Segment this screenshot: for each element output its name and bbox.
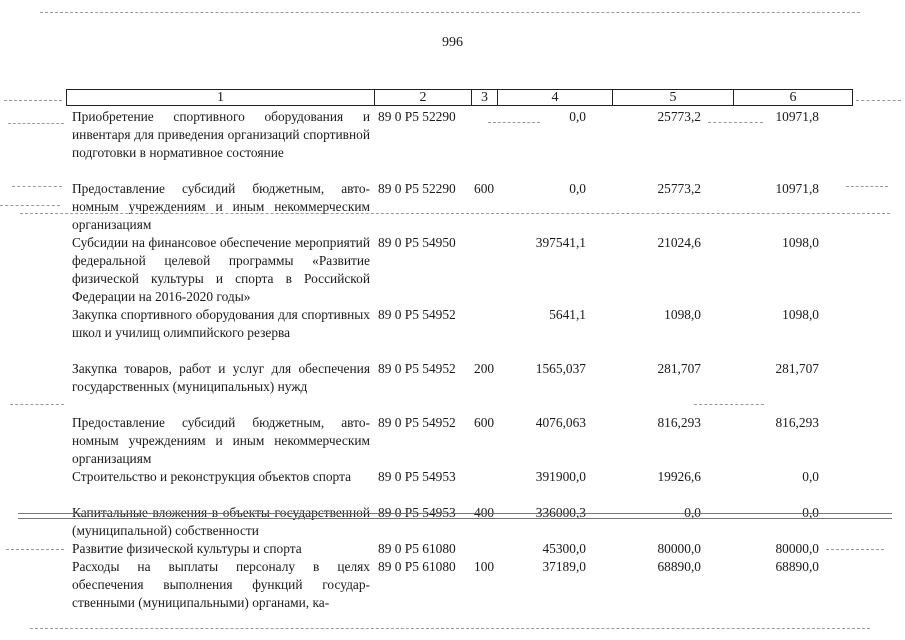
scan-artifact-line [488,122,540,123]
row-code: 89 0 Р5 54952 [378,307,456,322]
table-row [66,414,853,468]
row-value-5: 25773,2 [657,109,701,124]
row-name: Закупка спортивного оборудования для спортивных школ и училищ олимпийского резерва [72,307,370,340]
row-code: 89 0 Р5 52290 [378,109,456,124]
row-name: Строительство и реконструкция объектов спорта [72,469,352,484]
scan-artifact-line [18,518,892,519]
table-row [66,180,853,234]
row-code: 89 0 Р5 54950 [378,235,456,250]
table-row [66,468,853,504]
row-value-4: 1565,037 [535,361,586,376]
table-row [66,108,853,180]
row-name: Капитальные вложения в объекты государственной (муниципальной) собственности [72,505,370,538]
header-col-5: 5 [613,90,734,105]
table-row [66,558,853,612]
page-number: 996 [442,35,463,50]
row-value-6: 281,707 [775,361,819,376]
row-value-4: 45300,0 [542,541,586,556]
scan-artifact-line [12,186,62,187]
header-col-1: 1 [67,90,375,105]
row-value-4: 5641,1 [549,307,586,322]
header-col-6: 6 [789,89,797,105]
row-name: Развитие физической культуры и спорта [72,541,302,556]
scan-artifact-line [10,404,64,405]
row-value-5: 80000,0 [657,541,701,556]
scan-artifact-line [856,100,901,101]
header-col-3: 3 [472,90,498,105]
row-name: Предоставление субсидий бюджетным, автономным учреждениям и иным некоммерческим организациям [72,415,370,466]
row-value-4: 336000,3 [535,505,586,520]
scan-artifact-line [18,513,892,514]
scan-artifact-line [40,12,860,13]
row-code: 89 0 Р5 54953 [378,469,456,484]
row-value-6: 1098,0 [782,235,819,250]
row-code: 89 0 Р5 54953 [378,505,456,520]
scan-artifact-line [20,213,890,214]
row-value-6: 0,0 [802,469,819,484]
row-value-5: 19926,6 [657,469,701,484]
row-value-6: 68890,0 [775,559,819,574]
table-row [66,306,853,360]
row-value-5: 68890,0 [657,559,701,574]
row-name: Закупка товаров, работ и услуг для обеспечения государственных (муниципальных) нужд [72,361,370,394]
row-name: Расходы на выплаты персоналу в целях обеспечения выполнения функций государственными (муниципальными) органами, ка- [72,559,370,610]
row-value-6: 10971,8 [775,181,819,196]
row-value-5: 21024,6 [657,235,701,250]
scan-artifact-line [0,205,60,206]
row-name: Приобретение спортивного оборудования и инвентаря для приведения организаций спортивной подготовки в нормативное состояние [72,109,370,160]
row-vr: 600 [474,181,495,196]
row-value-6: 80000,0 [775,541,819,556]
row-value-5: 25773,2 [657,181,701,196]
scan-artifact-line [6,549,64,550]
scan-artifact-line [846,186,888,187]
table-row [66,504,853,540]
row-value-6: 1098,0 [782,307,819,322]
row-code: 89 0 Р5 61080 [378,541,456,556]
scan-artifact-line [708,122,763,123]
table-body [66,108,853,612]
row-value-5: 281,707 [657,361,701,376]
table-header [66,89,853,106]
row-code: 89 0 Р5 54952 [378,361,456,376]
row-value-4: 37189,0 [542,559,586,574]
table-row [66,360,853,414]
header-col-2: 2 [375,90,472,105]
row-code: 89 0 Р5 61080 [378,559,456,574]
row-value-6: 816,293 [775,415,819,430]
row-value-6: 10971,8 [775,109,819,124]
table-row [66,540,853,558]
scan-artifact-line [4,100,62,101]
row-vr: 600 [474,415,495,430]
row-value-4: 0,0 [569,181,586,196]
scan-artifact-line [8,123,64,124]
row-value-4: 4076,063 [535,415,586,430]
scan-artifact-line [30,628,870,629]
row-code: 89 0 Р5 52290 [378,181,456,196]
scan-artifact-line [826,549,884,550]
header-col-4: 4 [498,90,613,105]
row-vr: 100 [474,559,495,574]
row-name: Субсидии на финансовое обеспечение мероприятий федеральной целевой программы «Развитие физической культуры и спорта в Российской Федерации на 2016-2020 годы» [72,235,370,304]
row-vr: 200 [474,361,495,376]
row-value-5: 1098,0 [664,307,701,322]
row-code: 89 0 Р5 54952 [378,415,456,430]
row-value-4: 397541,1 [535,235,586,250]
row-value-4: 0,0 [569,109,586,124]
row-value-6: 0,0 [802,505,819,520]
row-value-5: 0,0 [684,505,701,520]
row-vr: 400 [474,505,495,520]
row-value-5: 816,293 [657,415,701,430]
row-name: Предоставление субсидий бюджетным, автономным учреждениям и иным некоммерческим организациям [72,181,370,232]
table-row [66,234,853,306]
row-value-4: 391900,0 [535,469,586,484]
scan-artifact-line [694,404,764,405]
